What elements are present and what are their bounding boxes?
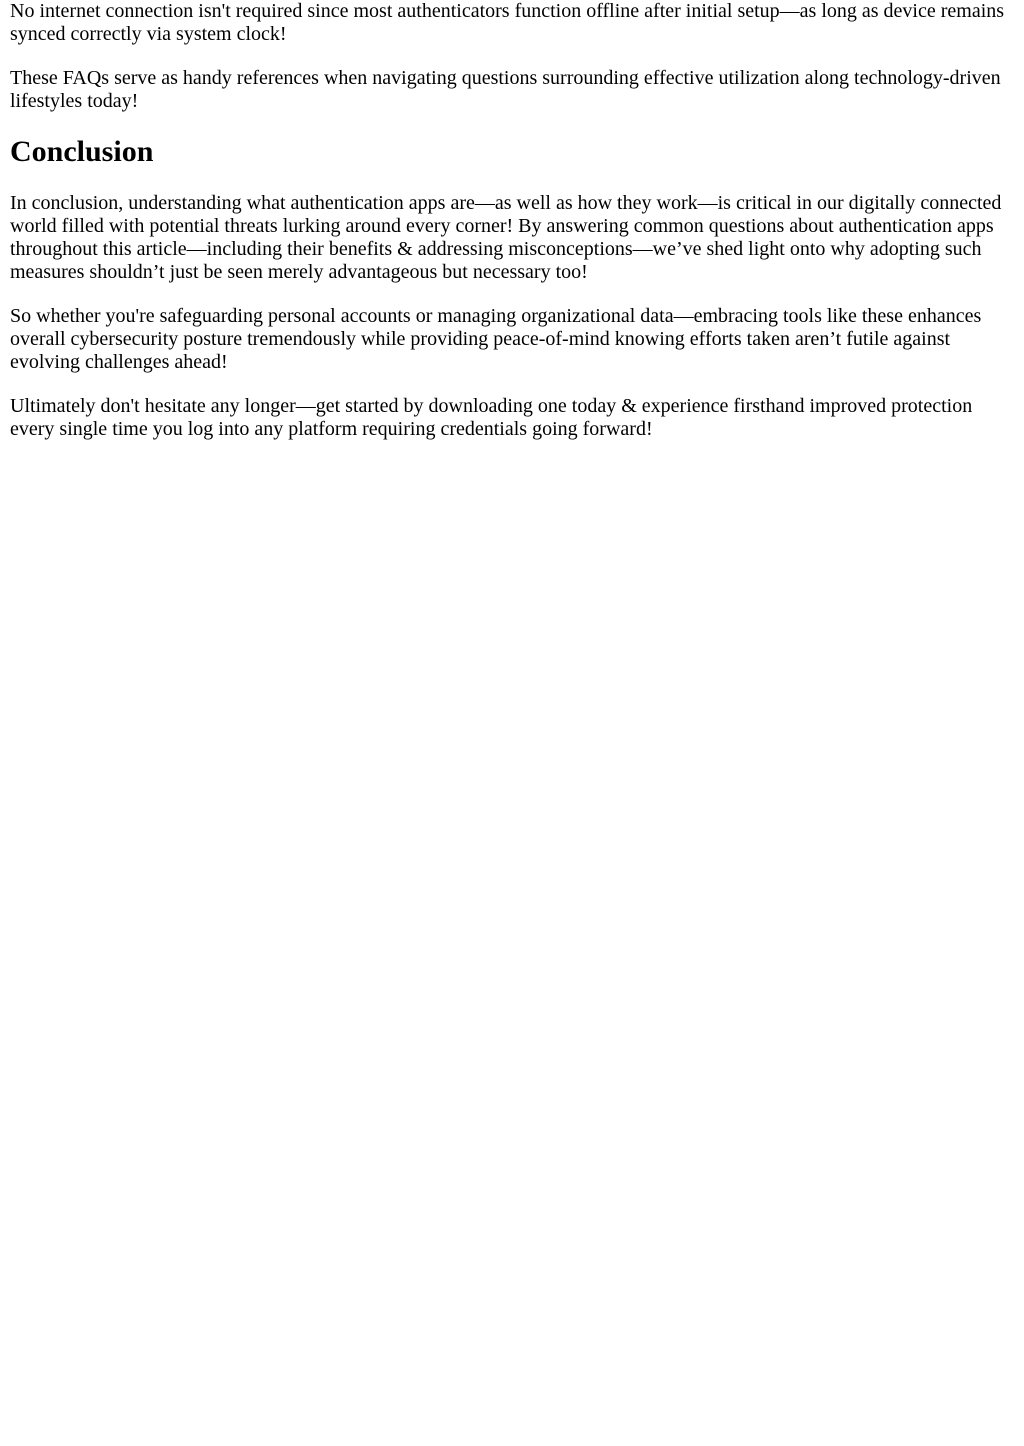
conclusion-paragraph-2: So whether you're safeguarding personal accounts or managing organizational data—embracing tools like these enhances overall cybersecurity posture tremendously while providing peace-of-mind knowing efforts taken aren’t futile against evolving challenges ahead! [10,305,982,373]
conclusion-heading: Conclusion [10,135,154,168]
conclusion-paragraph-3: Ultimately don't hesitate any longer—get started by downloading one today & experience firsthand improved protection every single time you log into any platform requiring credentials going forward! [10,395,973,440]
article-body [0,0,1024,441]
conclusion-paragraph-1: In conclusion, understanding what authentication apps are—as well as how they work—is critical in our digitally connected world filled with potential threats lurking around every corner! By answering common questions about authentication apps throughout this article—including their benefits & addressing misconceptions—we’ve shed light onto why adopting such measures shouldn’t just be seen merely advantageous but necessary too! [10,192,1002,283]
faq-answer-offline: No internet connection isn't required since most authenticators function offline after initial setup—as long as device remains synced correctly via system clock! [10,0,1005,45]
faq-summary: These FAQs serve as handy references when navigating questions surrounding effective utilization along technology-driven lifestyles today! [10,67,1001,112]
